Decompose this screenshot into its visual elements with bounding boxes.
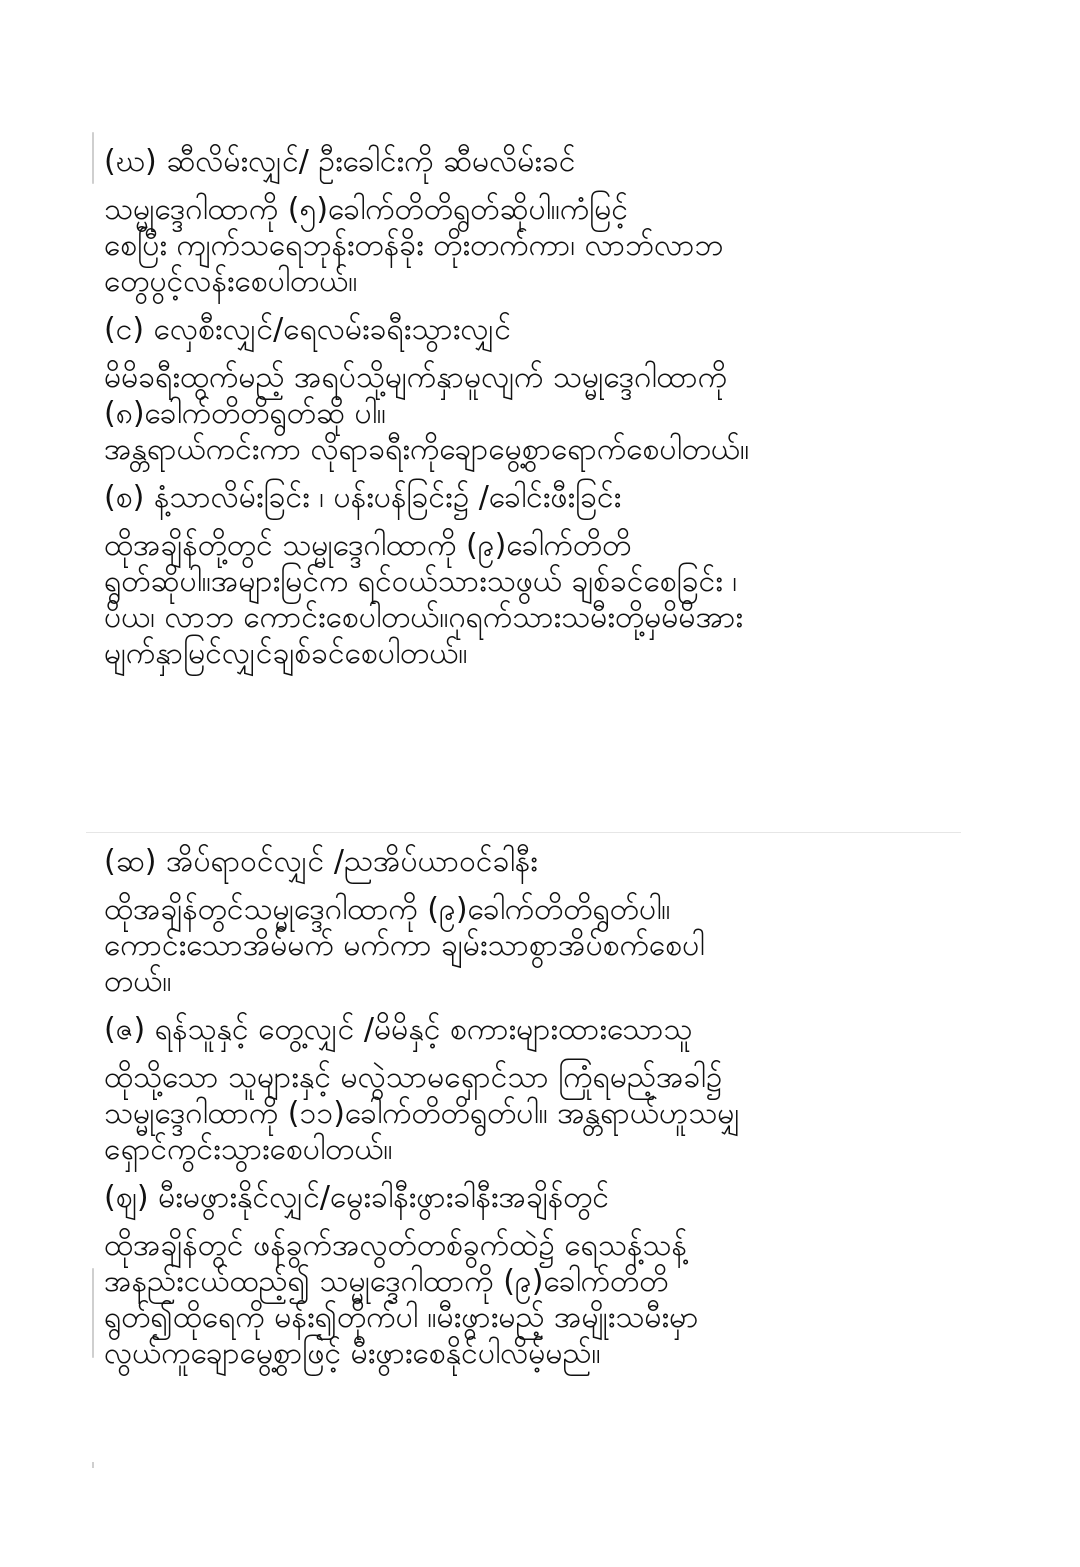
paragraph-line: တယ်။ xyxy=(104,964,172,999)
paragraph-za xyxy=(104,1008,964,1168)
paragraph-line: ထိုအချိန်တို့တွင် သမ္မုဒ္ဒေဂါထာကို (၉)ခေါက်တိတိ xyxy=(104,528,632,563)
paragraph-line: လွယ်ကူချောမွေ့စွာဖြင့် မီးဖွားစေနိုင်ပါလိမ့်မည်။ xyxy=(104,1336,601,1371)
paragraph-line: ထိုအချိန်တွင် ဖန်ခွက်အလွတ်တစ်ခွက်ထဲ၌ ရေသန့်သန့် xyxy=(104,1228,687,1263)
paragraph-line: မိမိခရီးထွက်မည့် အရပ်သို့မျက်နှာမူလျက် သမ္မုဒ္ဒေဂါထာကို xyxy=(104,360,728,395)
paragraph-line: ပိယ၊ လာဘ ကောင်းစေပါတယ်။ဂုရက်သားသမီးတို့မှမိမိအား xyxy=(104,600,744,635)
paragraph-heading: (စ) နံ့သာလိမ်းခြင်း ၊ ပန်းပန်ခြင်း၌ /ခေါင်းဖီးခြင်း xyxy=(104,480,622,515)
paragraph-zha xyxy=(104,1176,964,1372)
section-divider xyxy=(86,832,961,833)
paragraph-line: (၈)ခေါက်တိတိရွတ်ဆို ပါ။ xyxy=(104,396,386,431)
paragraph-heading: (ဇ) ရန်သူနှင့် တွေ့လျှင် /မိမိနှင့် စကားများထားသောသူ xyxy=(104,1012,693,1047)
document-section-1 xyxy=(104,140,964,672)
paragraph-line: အန္တရာယ်ကင်းကာ လိုရာခရီးကိုချောမွေ့စွာရောက်စေပါတယ်။ xyxy=(104,432,750,467)
paragraph-line: အနည်းငယ်ထည့်၍ သမ္မုဒ္ဒေဂါထာကို (၉)ခေါက်တိတိ xyxy=(104,1264,669,1299)
paragraph-line: ရွတ်ဆိုပါ။အများမြင်က ရင်ဝယ်သားသဖွယ် ချစ်ခင်စေခြင်း ၊ xyxy=(104,564,738,599)
paragraph-heading: (င) လှေစီးလျှင်/ရေလမ်းခရီးသွားလျှင် xyxy=(104,312,512,347)
paragraph-line: စေပြီး ကျက်သရေဘုန်းတန်ခိုး တိုးတက်ကာ၊ လာဘ်လာဘ xyxy=(104,228,724,263)
paragraph-line: ရွတ်၍ထိုရေကို မန်း၍တိုက်ပါ ။မီးဖွားမည့် အမျိုးသမီးမှာ xyxy=(104,1300,699,1335)
paragraph-line: ကောင်းသောအိမ်မက် မက်ကာ ချမ်းသာစွာအိပ်စက်စေပါ xyxy=(104,928,705,963)
paragraph-line: ထိုသို့သော သူများနှင့် မလွဲသာမရှောင်သာ ကြုံရမည့်အခါ၌ xyxy=(104,1060,723,1095)
paragraph-nga xyxy=(104,308,964,468)
paragraph-heading: (ဃ) ဆီလိမ်းလျှင်/ ဦးခေါင်းကို ဆီမလိမ်းခင် xyxy=(104,144,576,179)
document-section-2 xyxy=(104,840,964,1372)
page-edge-mark xyxy=(92,132,94,184)
paragraph-line: တွေပွင့်လန်းစေပါတယ်။ xyxy=(104,264,358,299)
paragraph-line: မျက်နှာမြင်လျှင်ချစ်ခင်စေပါတယ်။ xyxy=(104,636,468,671)
paragraph-gha xyxy=(104,140,964,300)
paragraph-line: ရှောင်ကွင်းသွားစေပါတယ်။ xyxy=(104,1132,393,1167)
paragraph-hsa xyxy=(104,840,964,1000)
paragraph-heading: (ဆ) အိပ်ရာဝင်လျှင် /ညအိပ်ယာဝင်ခါနီး xyxy=(104,844,538,879)
page-edge-mark xyxy=(92,1462,94,1468)
paragraph-sa xyxy=(104,476,964,672)
paragraph-line: ထိုအချိန်တွင်သမ္မုဒ္ဒေဂါထာကို (၉)ခေါက်တိတိရွတ်ပါ။ xyxy=(104,892,671,927)
page-edge-mark xyxy=(92,1268,94,1358)
paragraph-line: သမ္မုဒ္ဒေဂါထာကို (၁၁)ခေါက်တိတိရွတ်ပါ။ အန္တရာယ်ဟူသမျှ xyxy=(104,1096,741,1131)
paragraph-line: သမ္မုဒ္ဒေဂါထာကို (၅)ခေါက်တိတိရွတ်ဆိုပါ။ကံမြင့် xyxy=(104,192,628,227)
paragraph-heading: (ဈ) မီးမဖွားနိုင်လျှင်/မွေးခါနီးဖွားခါနီးအချိန်တွင် xyxy=(104,1180,610,1215)
